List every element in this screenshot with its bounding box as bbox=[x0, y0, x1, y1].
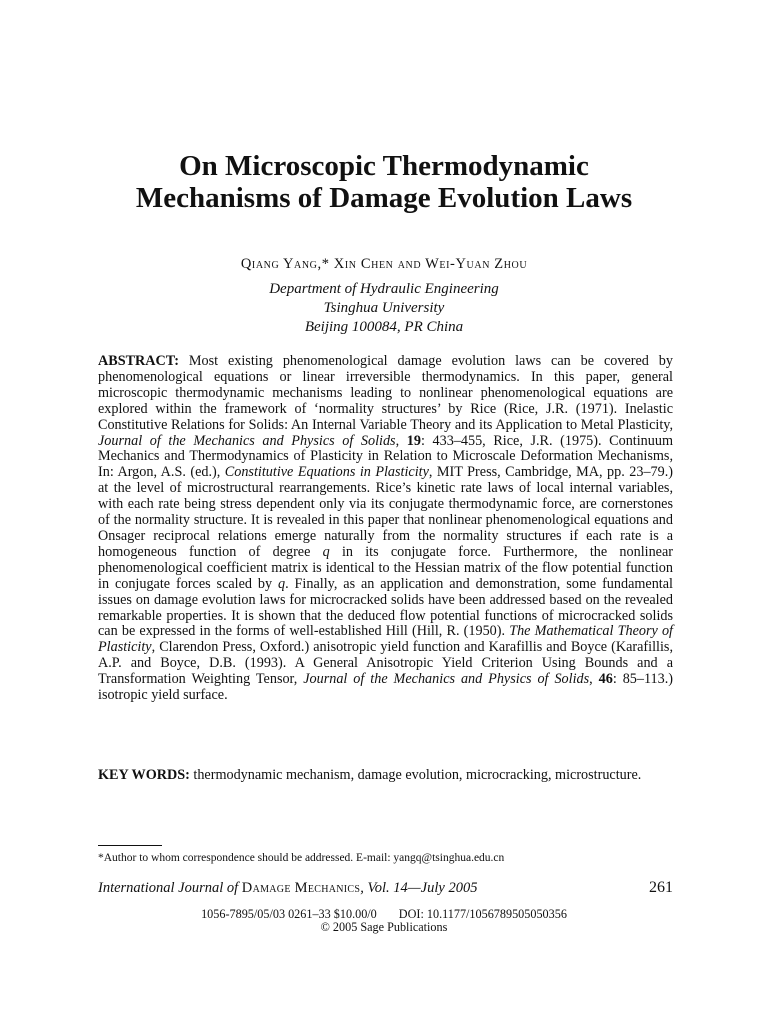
abstract-text: , MIT Press, Cambridge, MA, pp. 23–79.) at the level of microstructural rearrangements. Rice’s kinetic rate laws of local internal variables, with each rate being stress dependent only via its conjugate thermodynamic force, are cornerstones of the normality structure. It is revealed in this paper that nonlinear phenomenological equations and Onsager reciprocal relations emerge naturally from the normality structures if each rate is a homogeneous function of degree bbox=[98, 464, 673, 560]
journal-volume: , Vol. 14—July 2005 bbox=[360, 880, 478, 896]
affiliation bbox=[60, 280, 708, 337]
abstract-text: Most existing phenomenological damage evolution laws can be covered by phenomenological equations or linear irreversible thermodynamics. In this paper, general microscopic thermodynamic mechanisms leading to nonlinear phenomenological equations are explored within the framework of ‘normality structures’ by Rice (Rice, J.R. (1971). Inelastic Constitutive Relations for Solids: An Internal Variable Theory and its Application to Metal Plasticity, bbox=[98, 353, 673, 433]
issn-line: 1056-7895/05/03 0261–33 $10.00/0 bbox=[201, 907, 377, 921]
title-line-1: On Microscopic Thermodynamic bbox=[179, 150, 589, 182]
abstract bbox=[98, 354, 673, 704]
publication-metadata bbox=[60, 908, 708, 934]
copyright: © 2005 Sage Publications bbox=[320, 920, 448, 934]
abstract-bold: 46 bbox=[598, 671, 613, 688]
abstract-italic: Constitutive Equations in Plasticity bbox=[224, 464, 429, 481]
abstract-label: ABSTRACT: bbox=[98, 353, 179, 369]
article-title bbox=[60, 150, 708, 214]
author-list: Qiang Yang,* Xin Chen and Wei-Yuan Zhou bbox=[240, 256, 528, 272]
abstract-bold: 19 bbox=[406, 432, 421, 449]
doi: DOI: 10.1177/1056789505050356 bbox=[398, 907, 567, 921]
affiliation-university: Tsinghua University bbox=[323, 300, 445, 316]
abstract-italic: q bbox=[322, 543, 330, 560]
abstract-text: , bbox=[589, 671, 599, 688]
affiliation-city: Beijing 100084, PR China bbox=[304, 319, 464, 335]
abstract-text: : 85–113.) isotropic yield surface. bbox=[98, 671, 674, 704]
abstract-text: in its conjugate force. Furthermore, the nonlinear phenomenological coefficient matrix is identical to the Hessian matrix of the flow potential function in conjugate forces scaled by bbox=[98, 543, 673, 592]
journal-name: Damage Mechanics bbox=[241, 880, 361, 896]
abstract-italic: q bbox=[278, 575, 286, 592]
keywords bbox=[98, 767, 673, 783]
abstract-text: : 433–455, Rice, J.R. (1975). Continuum Mechanics and Thermodynamics of Plasticity in Relation to Microscale Deformation Mechanisms, In: Argon, A.S. (ed.), bbox=[98, 432, 674, 481]
footnote: *Author to whom correspondence should be addressed. E-mail: yangq@tsinghua.edu.cn bbox=[98, 852, 505, 864]
abstract-italic: Journal of the Mechanics and Physics of Solids bbox=[303, 671, 590, 688]
keywords-label: KEY WORDS: bbox=[98, 767, 190, 783]
abstract-text: , Clarendon Press, Oxford.) anisotropic yield function and Karafillis and Boyce (Karafillis, A.P. and Boyce, D.B. (1993). A General Anisotropic Yield Criterion Using Bounds and a Transformation Weighting Tensor, bbox=[98, 639, 673, 688]
abstract-text: . Finally, as an application and demonstration, some fundamental issues on damage evolution laws for microcracked solids have been addressed based on the revealed remarkable properties. It is shown that the deduced flow potential functions of microcracked solids can be expressed in the forms of well-established Hill (Hill, R. (1950). bbox=[98, 575, 673, 640]
title-line-2: Mechanisms of Damage Evolution Laws bbox=[135, 182, 633, 214]
page-number: 261 bbox=[649, 879, 673, 896]
footnote-divider bbox=[98, 845, 162, 846]
keywords-text: thermodynamic mechanism, damage evolution, microcracking, microstructure. bbox=[189, 767, 642, 783]
abstract-italic: Journal of the Mechanics and Physics of Solids bbox=[98, 432, 396, 449]
journal-citation bbox=[98, 880, 477, 897]
journal-prefix: International Journal of bbox=[98, 880, 242, 896]
affiliation-department: Department of Hydraulic Engineering bbox=[269, 281, 499, 297]
abstract-text: , bbox=[395, 432, 407, 449]
abstract-italic: The Mathematical Theory of Plasticity bbox=[98, 623, 673, 656]
